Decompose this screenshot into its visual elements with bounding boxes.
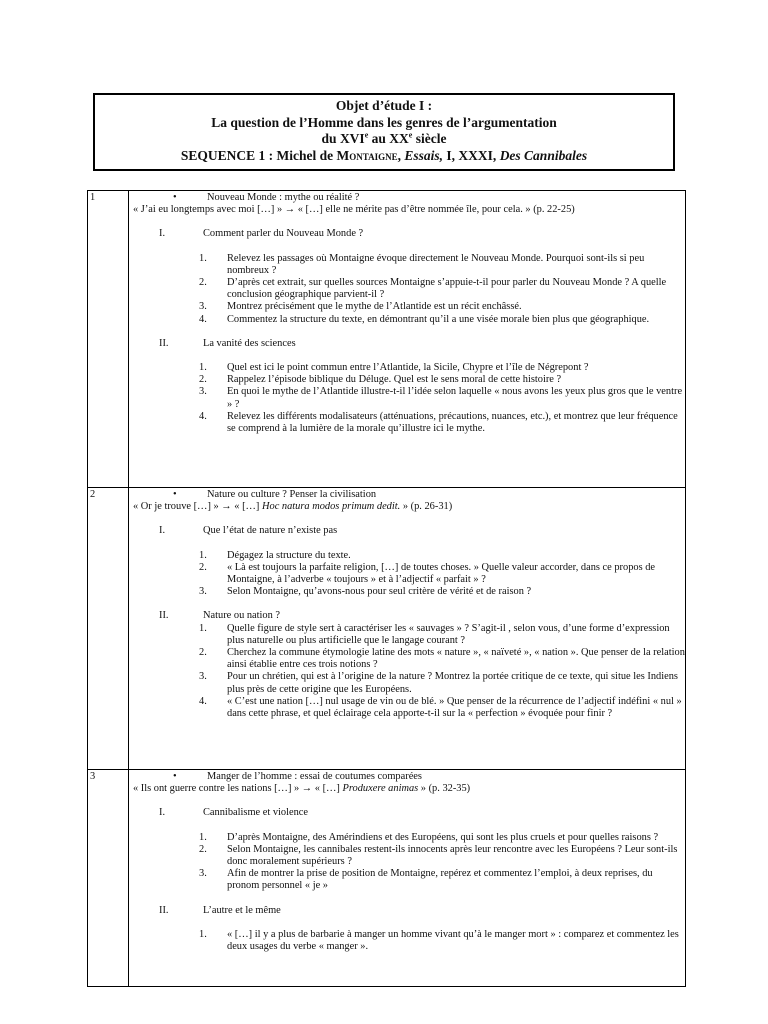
list-item: 2. Cherchez la commune étymologie latine des mots « nature », « naïveté », « nation ». Que penser de la relation ainsi établie entre ces trois notions ? <box>199 647 685 671</box>
row-quote: « Or je trouve […] » → « […] Hoc natura modos primum dedit. » (p. 26-31) <box>133 501 453 513</box>
list-item: 4. Commentez la structure du texte, en démontrant qu’il a une visée morale bien plus que géographique. <box>199 313 650 325</box>
question-list <box>133 832 685 893</box>
table-row <box>88 191 686 488</box>
list-item: 1. Quelle figure de style sert à caractériser les « sauvages » ? S’agit-il , selon vous, d’une forme d’expression plus naturelle ou plus artificielle que le langage courant ? <box>199 622 670 646</box>
header-line-3: du XVIe au XXe siècle <box>321 130 447 146</box>
row-title: • Manger de l’homme : essai de coutumes comparées <box>173 771 422 782</box>
table-row <box>88 488 686 770</box>
row-number: 1 <box>88 191 129 488</box>
list-item: 1. « […] il y a plus de barbarie à manger un homme vivant qu’à le manger mort » : comparez et commentez les deux usages du verbe « manger ». <box>199 928 679 953</box>
table-row <box>88 770 686 987</box>
list-item: 3. Afin de montrer la prise de position de Montaigne, repérez et commentez l’emploi, à deux reprises, du pronom personnel « je » <box>199 868 653 892</box>
row-title: • Nouveau Monde : mythe ou réalité ? <box>173 192 360 203</box>
header-line-2: La question de l’Homme dans les genres de l’argumentation <box>211 114 557 130</box>
list-item: 3. Pour un chrétien, qui est à l’origine de la nature ? Montrez la portée critique de ce texte, qui situe les Indiens plus près de cette origine que les Européens. <box>199 671 678 695</box>
question-list <box>133 362 685 435</box>
row-content <box>129 488 686 770</box>
section-heading: II. L’autre et le même <box>159 904 281 916</box>
row-content <box>129 770 686 987</box>
section-heading: I. Comment parler du Nouveau Monde ? <box>159 228 364 240</box>
list-item: 1. Dégagez la structure du texte. <box>199 549 351 561</box>
list-item: 3. En quoi le mythe de l’Atlantide illustre-t-il l’idée selon laquelle « nous avons les yeux plus gros que le ventre » ? <box>199 386 683 410</box>
list-item: 2. Rappelez l’épisode biblique du Déluge. Quel est le sens moral de cette histoire ? <box>199 374 562 386</box>
section-heading: II. Nature ou nation ? <box>159 610 281 622</box>
list-item: 2. D’après cet extrait, sur quelles sources Montaigne s’appuie-t-il pour parler du Nouveau Monde ? A quelle conclusion géographique parvient-il ? <box>199 277 667 301</box>
sequence-header <box>93 93 675 171</box>
list-item: 1. D’après Montaigne, des Amérindiens et des Européens, qui sont les plus cruels et pour quelles raisons ? <box>199 831 659 843</box>
question-list <box>133 929 685 953</box>
section-heading: I. Cannibalisme et violence <box>159 807 309 819</box>
list-item: 2. « Là est toujours la parfaite religion, […] de toutes choses. » Quelle valeur accorder, dans ce propos de Montaigne, à l’adverbe « toujours » et à l’adjectif « parfait » ? <box>199 561 656 586</box>
row-title: • Nature ou culture ? Penser la civilisation <box>173 489 377 500</box>
list-item: 3. Montrez précisément que le mythe de l’Atlantide est un récit enchâssé. <box>199 301 522 313</box>
question-list <box>133 550 685 599</box>
question-list <box>133 623 685 721</box>
section-heading: I. Que l’état de nature n’existe pas <box>159 525 338 537</box>
row-content <box>129 191 686 488</box>
list-item: 4. « C’est une nation […] nul usage de vin ou de blé. » Que penser de la récurrence de l’adjectif indéfini « nul » dans cette phrase, et quel éclairage cela apporte-t-il sur la « perfection » évoquée pour finir ? <box>199 695 682 720</box>
row-quote: « Ils ont guerre contre les nations […] » → « […] Produxere animas » (p. 32-35) <box>133 783 471 795</box>
list-item: 1. Quel est ici le point commun entre l’Atlantide, la Sicile, Chypre et l’île de Négrepont ? <box>199 362 589 374</box>
header-line-1: Objet d’étude I : <box>335 98 433 113</box>
section-heading: II. La vanité des sciences <box>159 337 296 349</box>
list-item: 1. Relevez les passages où Montaigne évoque directement le Nouveau Monde. Pourquoi sont-ils si peu nombreux ? <box>199 252 645 276</box>
row-quote: « J’ai eu longtemps avec moi […] » → « […] elle ne mérite pas d’être nommée île, pour cela. » (p. 22-25) <box>133 204 575 216</box>
list-item: 2. Selon Montaigne, les cannibales restent-ils innocents après leur rencontre avec les Européens ? Leur sont-ils donc moralement supérieurs ? <box>199 843 678 868</box>
list-item: 4. Relevez les différents modalisateurs (atténuations, précautions, nuances, etc.), et montrez que leur fréquence se comprend à la lumière de la morale qu’illustre ici le mythe. <box>199 410 678 435</box>
header-line-4: SEQUENCE 1 : Michel de Montaigne, Essais, I, XXXI, Des Cannibales <box>180 147 588 163</box>
question-list <box>133 253 685 326</box>
row-number: 2 <box>88 488 129 770</box>
sequence-table <box>87 190 686 987</box>
list-item: 3. Selon Montaigne, qu’avons-nous pour seul critère de vérité et de raison ? <box>199 586 532 598</box>
row-number: 3 <box>88 770 129 987</box>
